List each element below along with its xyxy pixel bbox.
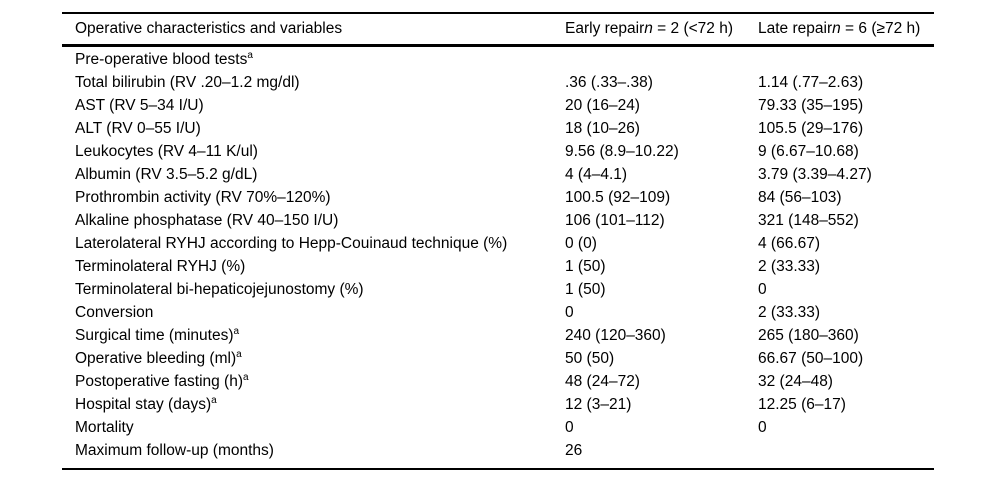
- header-early-n-symbol: n: [644, 20, 653, 38]
- late-value: 0: [758, 280, 767, 298]
- row-label-text: Mortality: [75, 418, 134, 436]
- table-row: [62, 255, 934, 278]
- header-late-label: Late repair: [758, 20, 833, 38]
- table-row: [62, 48, 934, 71]
- late-value: 79.33 (35–195): [758, 96, 864, 114]
- footnote-marker: a: [236, 348, 242, 360]
- table-row: [62, 439, 934, 462]
- footnote-marker: a: [233, 325, 240, 337]
- early-value: 106 (101–112): [565, 211, 665, 229]
- row-label: [62, 213, 565, 229]
- row-label: [62, 259, 565, 275]
- operative-characteristics-table: [62, 12, 934, 470]
- footnote-marker: a: [247, 49, 253, 61]
- early-value: 1 (50): [565, 257, 606, 275]
- table-row: [62, 347, 934, 370]
- early-value: .36 (.33–.38): [565, 73, 653, 91]
- row-label: [62, 443, 565, 459]
- row-label-text: Albumin (RV 3.5–5.2 g/dL): [75, 165, 258, 183]
- table-header-row: [62, 14, 934, 44]
- row-label: [62, 394, 565, 413]
- late-value: 2 (33.33): [758, 257, 821, 275]
- table-row: [62, 370, 934, 393]
- row-label: [62, 49, 565, 68]
- header-late-n-symbol: n: [832, 20, 841, 38]
- row-label-text: Laterolateral RYHJ according to Hepp-Couinaud technique (%): [75, 234, 508, 252]
- late-value: 9 (6.67–10.68): [758, 142, 859, 160]
- early-value: 1 (50): [565, 280, 606, 298]
- late-value: 4 (66.67): [758, 234, 821, 252]
- table-row: [62, 71, 934, 94]
- header-col-variables: Operative characteristics and variables: [75, 20, 343, 38]
- late-value: 0: [758, 418, 767, 436]
- late-value: 66.67 (50–100): [758, 349, 864, 367]
- table-row: [62, 117, 934, 140]
- table-row: [62, 163, 934, 186]
- early-value: 20 (16–24): [565, 96, 640, 114]
- row-label-text: Maximum follow-up (months): [75, 441, 274, 459]
- early-value: 0: [565, 303, 574, 321]
- table-row: [62, 393, 934, 416]
- row-label: [62, 305, 565, 321]
- early-value: 240 (120–360): [565, 326, 666, 344]
- late-value: 321 (148–552): [758, 211, 859, 229]
- row-label-text: AST (RV 5–34 I/U): [75, 96, 204, 114]
- late-value: 32 (24–48): [758, 372, 833, 390]
- header-early-label: Early repair: [565, 20, 645, 38]
- row-label-text: Terminolateral bi-hepaticojejunostomy (%): [75, 280, 364, 298]
- row-label: [62, 167, 565, 183]
- table-row: [62, 324, 934, 347]
- table-row: [62, 278, 934, 301]
- late-value: 265 (180–360): [758, 326, 859, 344]
- early-value: 26: [565, 441, 583, 459]
- row-label: [62, 236, 565, 252]
- early-value: 4 (4–4.1): [565, 165, 628, 183]
- header-col-late-repair: [758, 21, 934, 37]
- row-label: [62, 325, 565, 344]
- row-label: [62, 121, 565, 137]
- table-row: [62, 232, 934, 255]
- row-label-text: Leukocytes (RV 4–11 K/ul): [75, 142, 258, 160]
- table-row: [62, 186, 934, 209]
- early-value: 0: [565, 418, 574, 436]
- row-label: [62, 371, 565, 390]
- row-label-text: Alkaline phosphatase (RV 40–150 I/U): [75, 211, 339, 229]
- table-row: [62, 301, 934, 324]
- header-early-n-value: = 2 (<72 h): [652, 20, 734, 38]
- row-label-text: Prothrombin activity (RV 70%–120%): [75, 188, 331, 206]
- table-row: [62, 94, 934, 117]
- header-col-early-repair: [565, 21, 758, 37]
- row-label-text: Surgical time (minutes): [75, 326, 234, 344]
- early-value: 48 (24–72): [565, 372, 640, 390]
- row-label-text: Pre-operative blood tests: [75, 50, 248, 68]
- header-late-n-value: = 6 (≥72 h): [840, 20, 921, 38]
- footnote-marker: a: [211, 394, 217, 406]
- early-value: 12 (3–21): [565, 395, 632, 413]
- early-value: 9.56 (8.9–10.22): [565, 142, 679, 160]
- footnote-marker: a: [243, 371, 249, 383]
- row-label-text: ALT (RV 0–55 I/U): [75, 119, 201, 137]
- table-row: [62, 140, 934, 163]
- row-label: [62, 348, 565, 367]
- row-label-text: Operative bleeding (ml): [75, 349, 237, 367]
- late-value: 2 (33.33): [758, 303, 821, 321]
- row-label: [62, 75, 565, 91]
- late-value: 105.5 (29–176): [758, 119, 864, 137]
- table-row: [62, 209, 934, 232]
- row-label: [62, 420, 565, 436]
- late-value: 3.79 (3.39–4.27): [758, 165, 872, 183]
- late-value: 12.25 (6–17): [758, 395, 846, 413]
- late-value: 84 (56–103): [758, 188, 842, 206]
- row-label-text: Hospital stay (days): [75, 395, 212, 413]
- row-label-text: Total bilirubin (RV .20–1.2 mg/dl): [75, 73, 300, 91]
- early-value: 100.5 (92–109): [565, 188, 671, 206]
- row-label-text: Terminolateral RYHJ (%): [75, 257, 246, 275]
- early-value: 0 (0): [565, 234, 597, 252]
- row-label: [62, 282, 565, 298]
- row-label: [62, 144, 565, 160]
- row-label-text: Postoperative fasting (h): [75, 372, 244, 390]
- early-value: 18 (10–26): [565, 119, 640, 137]
- table-bottom-rule: [62, 468, 934, 470]
- row-label-text: Conversion: [75, 303, 154, 321]
- table-row: [62, 416, 934, 439]
- late-value: 1.14 (.77–2.63): [758, 73, 864, 91]
- row-label: [62, 190, 565, 206]
- row-label: [62, 98, 565, 114]
- early-value: 50 (50): [565, 349, 615, 367]
- table-body: [62, 47, 934, 468]
